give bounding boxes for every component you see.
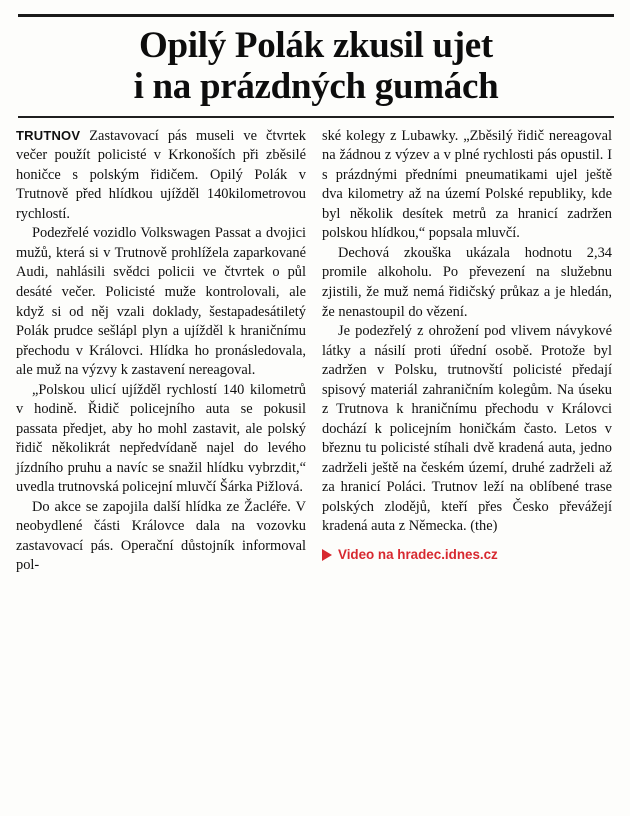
- headline-line-2: i na prázdných gumách: [133, 66, 499, 108]
- left-paragraph-3: „Polskou ulicí ujížděl rychlostí 140 kilometrů v hodině. Řidič policejního auta se pokusil passata předjet, aby ho mohl zastavit, ale polský řidič několikrát nepředvídaně najel do levého jízdního pruhu a navíc se snažil hlídku vybrzdit,“ uvedla trutnovská policejní mluvčí Šárka Pižlová.: [16, 381, 306, 496]
- left-column: [16, 127, 306, 576]
- right-paragraph-1: ské kolegy z Lubawky. „Zběsilý řidič nereagoval na žádnou z výzev a v plné rychlosti pás opustil. I s prázdnými předními pneumatikami ujel ještě dva kilometry až na území Polské republiky, kde byl několik desítek metrů za hranicí zadržen polskou hlídkou,“ popsala mluvčí.: [322, 127, 612, 242]
- left-paragraph-1: Zastavovací pás museli ve čtvrtek večer použít policisté v Krkonoších při zběsilé honičce s polským řidičem. Opilý Polák v Trutnově před hlídkou ujížděl 140kilometrovou rychlostí.: [16, 127, 306, 222]
- page-title: [16, 25, 616, 108]
- lede-paragraph: [16, 127, 306, 225]
- top-divider: [18, 14, 614, 17]
- left-paragraph-4: Do akce se zapojila další hlídka ze Žacléře. V neobydlené části Královce dala na vozovku zastavovací pás. Operační důstojník informoval pol-: [16, 498, 306, 574]
- play-arrow-icon: [322, 549, 332, 561]
- dateline: TRUTNOV: [16, 127, 81, 143]
- headline-divider: [18, 116, 614, 118]
- right-paragraph-2: Dechová zkouška ukázala hodnotu 2,34 promile alkoholu. Po převezení na služebnu zjistili, že muž nemá řidičský průkaz a je hledán, že nenastoupil do vězení.: [322, 244, 612, 320]
- article-columns: [16, 127, 616, 576]
- right-paragraph-3: Je podezřelý z ohrožení pod vlivem návykové látky a násilí proti úřední osobě. Protože byl zadržen v Polsku, trutnovští policisté předají spisový materiál zahraničním kolegům. Na úseku z Trutnova k hraničnímu přechodu v Královci dochází k policejním honičkám často. Letos v březnu tu policisté stíhali dvě kradená auta, jedno zadrželi ještě na českém území, druhé zadrželi až za hranicí Poláci. Trutnov leží na oblíbené trase polských zlodějů, kteří přes Česko převážejí kradená auta z Německa. (the): [322, 323, 612, 535]
- left-paragraph-2: Podezřelé vozidlo Volkswagen Passat a dvojici mužů, která si v Trutnově prohlížela zaparkované Audi, nahlásili svědci policii ve čtvrtek o půl desáté večer. Policisté muže kontrolovali, ale když si od něj vzali doklady, šestapadesátiletý Polák prudce sešlápl plyn a ujížděl k hraničnímu přechodu v Královci. Hlídka ho pronásledovala, ale muž na výzvy k zastavení nereagoval.: [16, 225, 306, 379]
- video-link[interactable]: [322, 546, 612, 564]
- headline-line-1: Opilý Polák zkusil ujet: [139, 25, 493, 66]
- video-link-label: Video na hradec.idnes.cz: [338, 546, 498, 562]
- right-column: [322, 127, 612, 564]
